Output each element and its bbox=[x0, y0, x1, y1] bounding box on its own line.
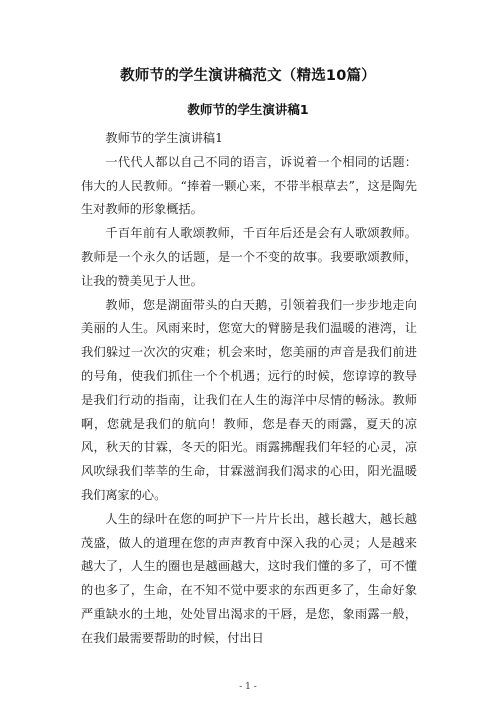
paragraph: 一代代人都以自己不同的语言，诉说着一个相同的话题：伟大的人民教师。“捧着一颗心来，不带半根草去”，这是陶先生对教师的形象概括。 bbox=[81, 154, 417, 217]
paragraph: 教师节的学生演讲稿1 bbox=[105, 131, 223, 145]
page-number: - 1 - bbox=[239, 682, 257, 692]
paragraph: 教师，您是湖面带头的白天鹅，引领着我们一步步地走向美丽的人生。风雨来时，您宽大的臂膀是我们温暖的港湾，让我们躲过一次次的灾难；机会来时，您美丽的声音是我们前进的号角，使我们抓住一个个机遇；远行的时候，您谆谆的教导是我们行动的指南，让我们在人生的海洋中尽情的畅泳。教师啊，您就是我们的航向！教师，您是春天的雨露，夏天的凉风，秋天的甘霖，冬天的阳光。雨露拂醒我们年轻的心灵，凉风吹绿我们莘莘的生命，甘霖滋润我们渴求的心田，阳光温暖我们离家的心。 bbox=[81, 297, 417, 502]
section-heading: 教师节的学生演讲稿1 bbox=[187, 102, 309, 117]
paragraph: 人生的绿叶在您的呵护下一片片长出，越长越大，越长越茂盛，做人的道理在您的声声教育中深入我的心灵；人是越来越大了，人生的圈也是越画越大，这时我们懂的多了，可不懂的也多了，生命，在不知不觉中要求的东西更多了，生命好象严重缺水的土地，处处冒出渴求的干唇，是您，象雨露一般，在我们最需要帮助的时候，付出日 bbox=[81, 511, 417, 645]
document-title: 教师节的学生演讲稿范文（精选10篇） bbox=[120, 68, 376, 84]
document-body bbox=[81, 127, 417, 651]
paragraph: 千百年前有人歌颂教师，千百年后还是会有人歌颂教师。教师是一个永久的话题，是一个不变的故事。我要歌颂教师，让我的赞美见于人世。 bbox=[81, 226, 417, 288]
